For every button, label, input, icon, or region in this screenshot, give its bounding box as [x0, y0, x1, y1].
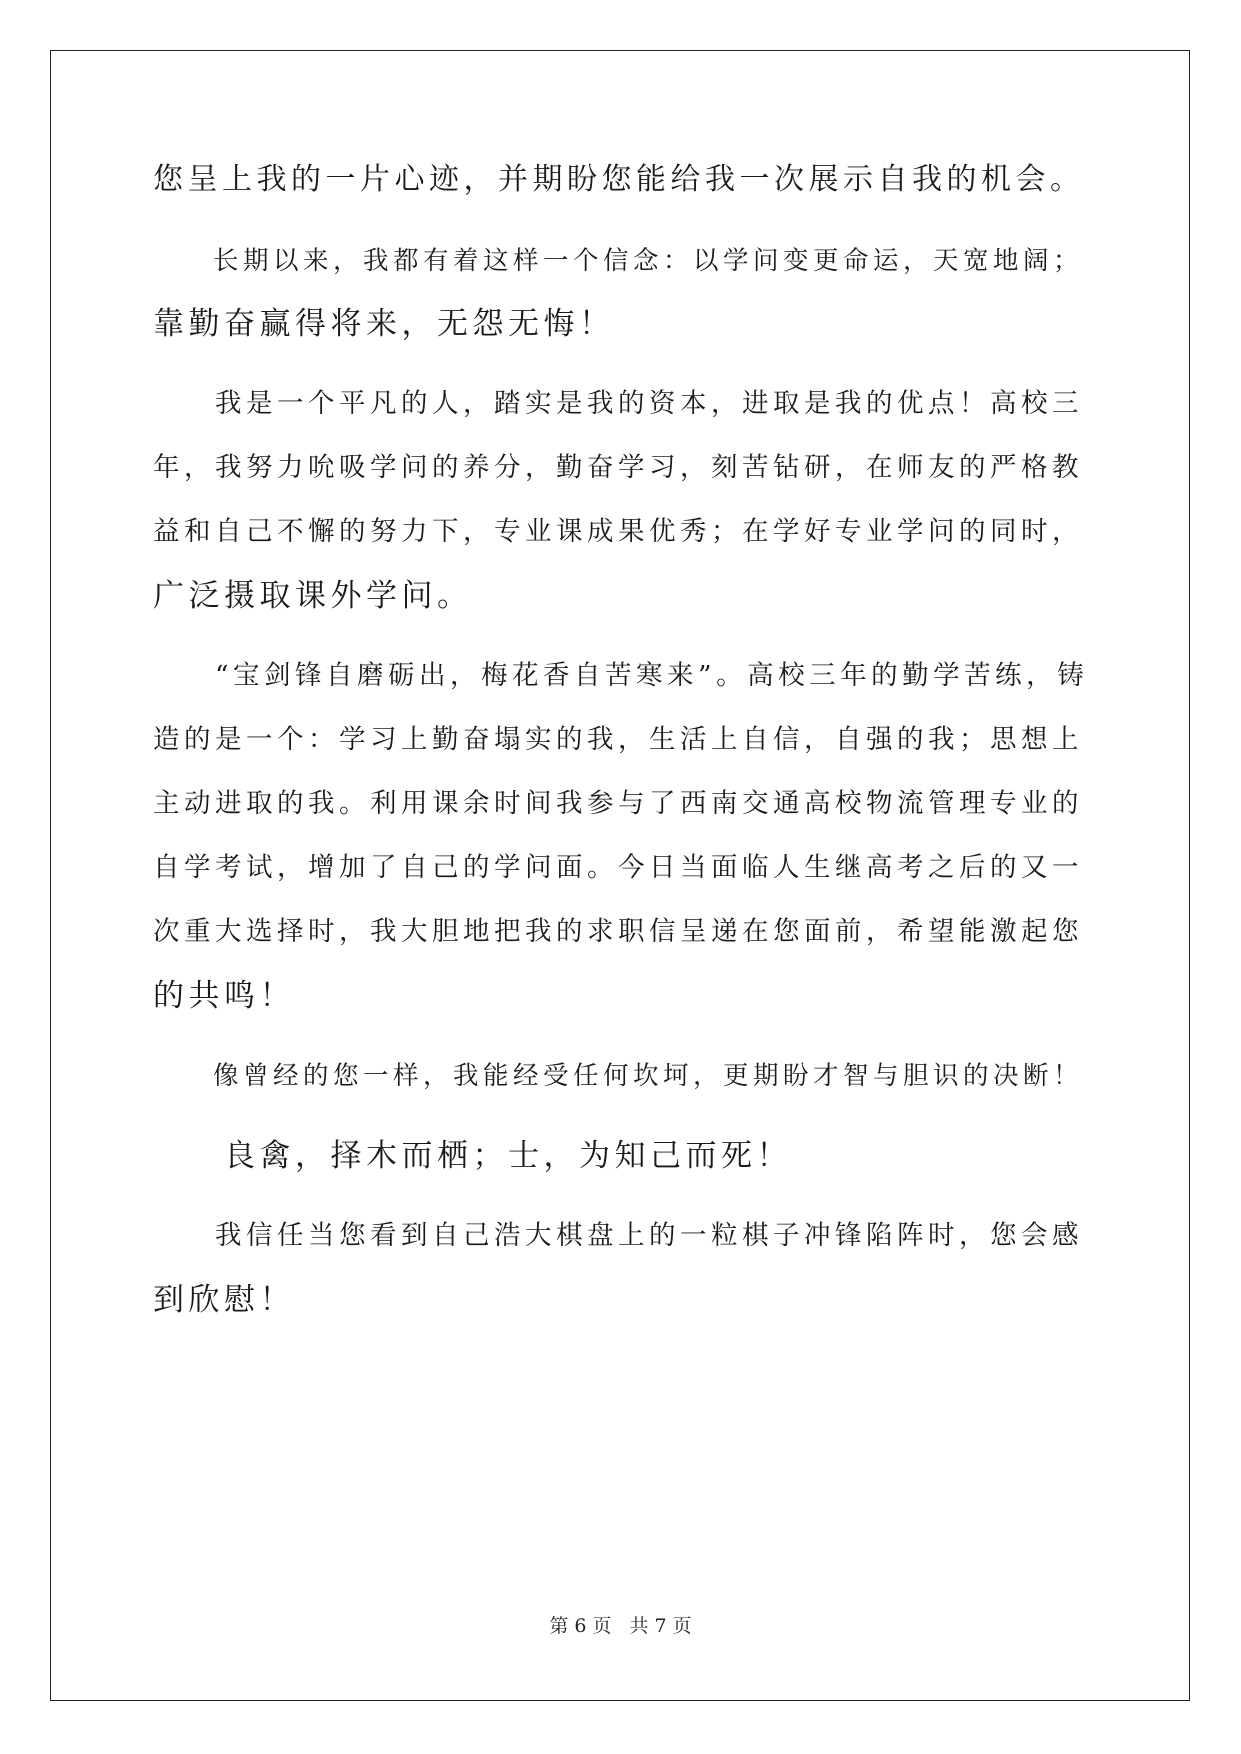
text-line: “宝剑锋自磨砺出，梅花香自苦寒来”。高校三年的勤学苦练，铸: [153, 660, 1089, 691]
text-line: 良禽，择木而栖；士，为知己而死！: [153, 1138, 792, 1174]
text-line: 主动进取的我。利用课余时间我参与了西南交通高校物流管理专业的: [153, 788, 1083, 819]
page-number: 第 6 页: [549, 1615, 612, 1637]
page-total: 共 7 页: [629, 1615, 692, 1637]
text-line: 您呈上我的一片心迹，并期盼您能给我一次展示自我的机会。: [153, 162, 1085, 197]
text-line: 的共鸣！: [153, 978, 295, 1014]
text-line: 我是一个平凡的人，踏实是我的资本，进取是我的优点！高校三: [153, 388, 1083, 419]
text-line: 我信任当您看到自己浩大棋盘上的一粒棋子冲锋陷阵时，您会感: [153, 1220, 1083, 1251]
page-footer: [0, 1614, 1241, 1638]
text-line: 靠勤奋赢得将来，无怨无悔！: [153, 306, 615, 342]
text-line: 长期以来，我都有着这样一个信念：以学问变更命运，天宽地阔；: [153, 246, 1084, 276]
text-line: 年，我努力吮吸学问的养分，勤奋学习，刻苦钻研，在师友的严格教: [153, 452, 1083, 483]
text-line: 像曾经的您一样，我能经受任何坎坷，更期盼才智与胆识的决断！: [153, 1061, 1084, 1091]
text-line: 自学考试，增加了自己的学问面。今日当面临人生继高考之后的又一: [153, 852, 1083, 883]
text-line: 到欣慰！: [153, 1282, 295, 1318]
text-line: 广泛摄取课外学问。: [153, 578, 473, 614]
text-line: 次重大选择时，我大胆地把我的求职信呈递在您面前，希望能激起您: [153, 916, 1083, 947]
text-line: 益和自己不懈的努力下，专业课成果优秀；在学好专业学问的同时，: [153, 516, 1083, 547]
text-line: 造的是一个：学习上勤奋塌实的我，生活上自信，自强的我；思想上: [153, 724, 1083, 755]
